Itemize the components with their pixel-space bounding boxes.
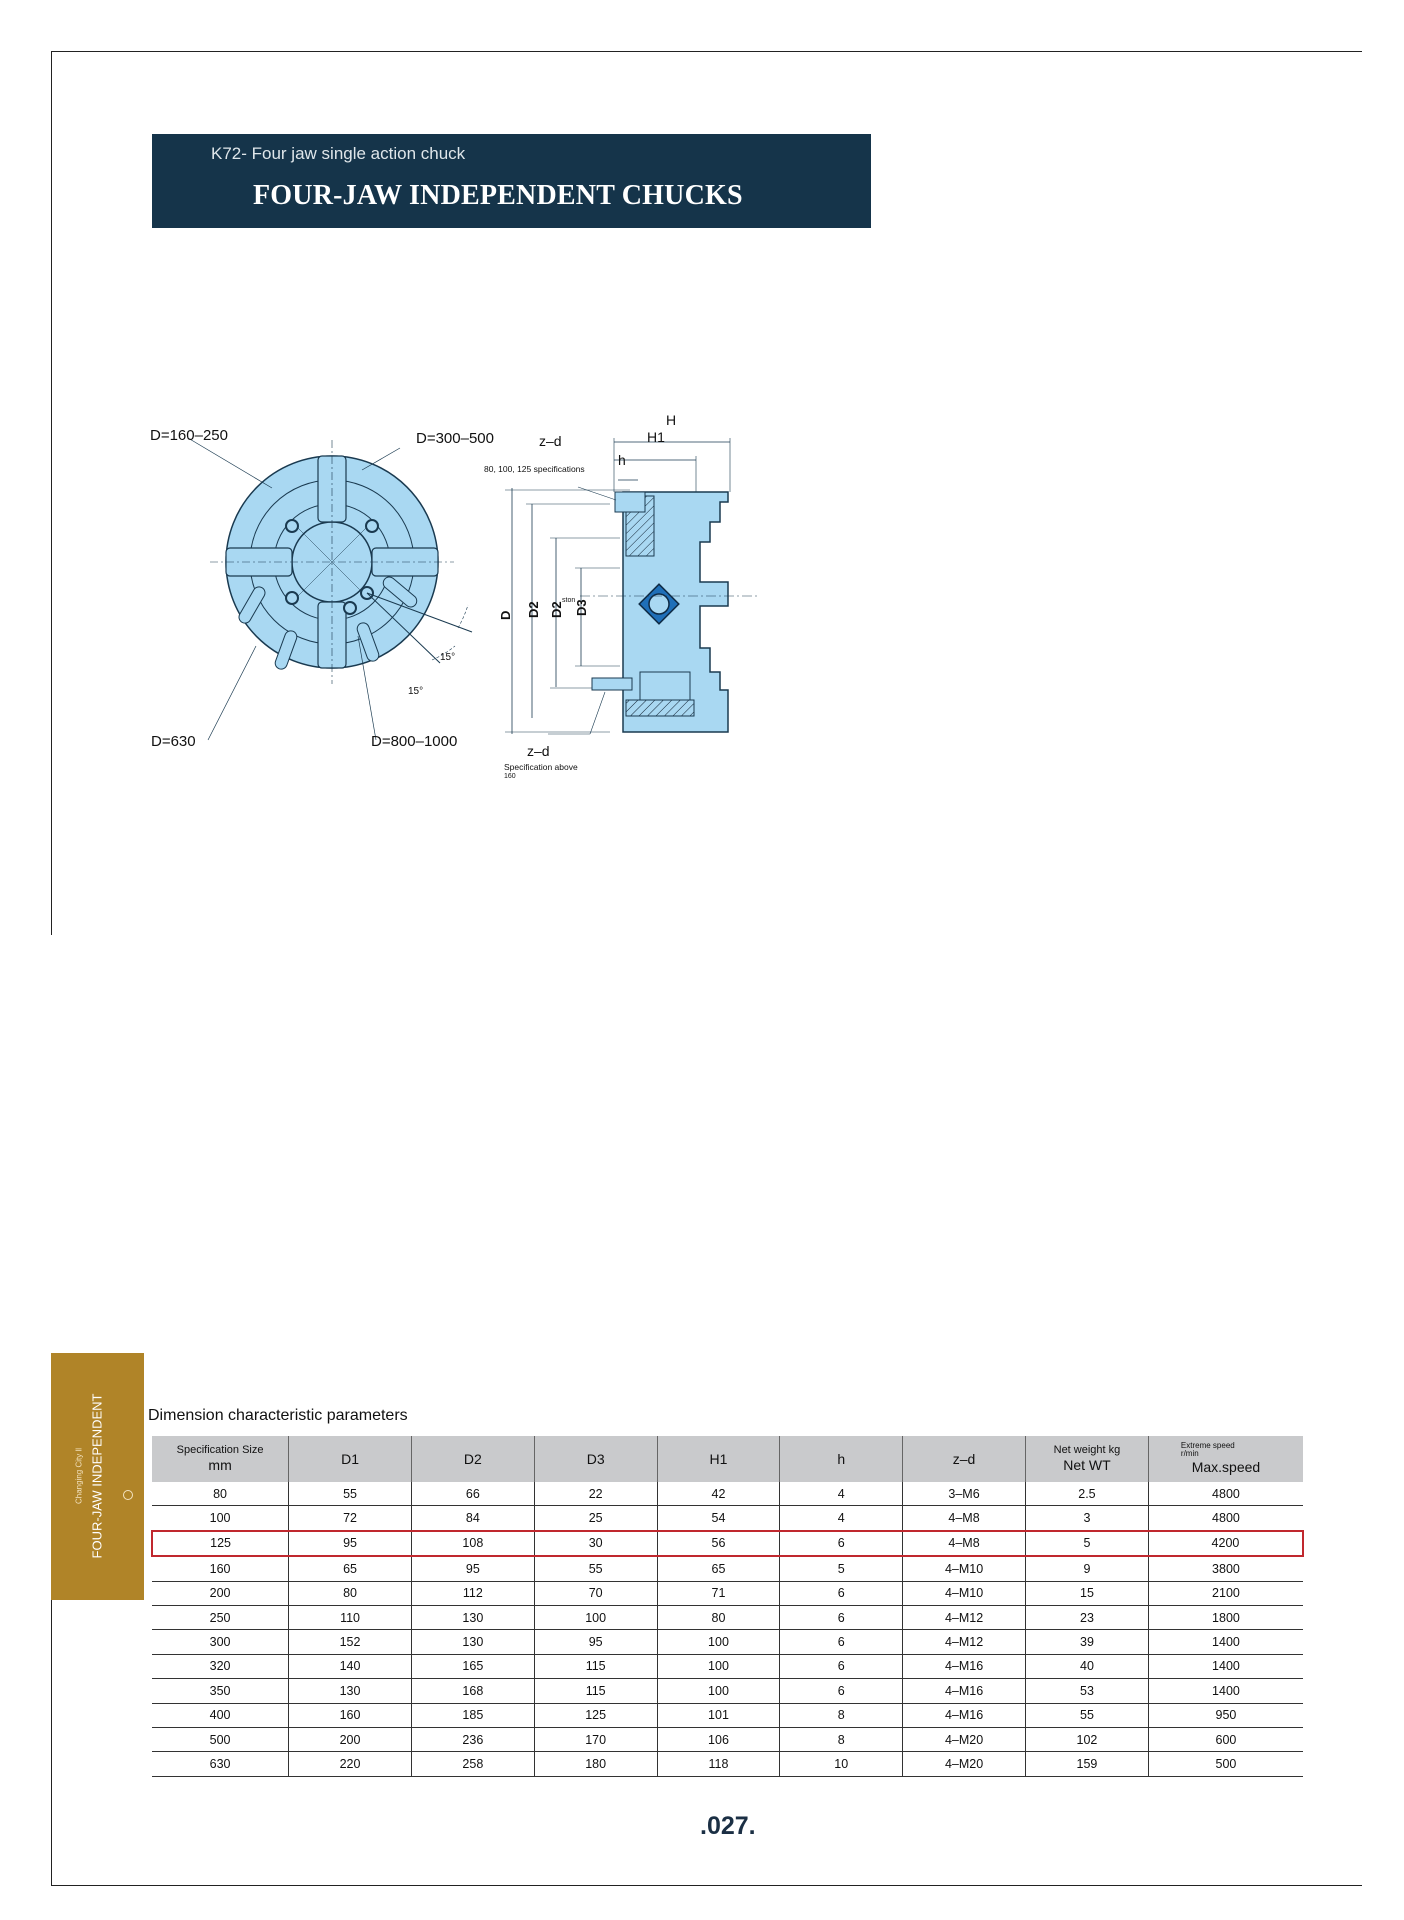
table-cell: 55 <box>289 1482 412 1506</box>
table-cell: 4–M20 <box>903 1752 1026 1776</box>
table-caption: Dimension characteristic parameters <box>148 1407 408 1424</box>
table-body <box>152 1482 1303 1776</box>
table-cell: 100 <box>657 1679 780 1703</box>
table-cell: 6 <box>780 1630 903 1654</box>
table-cell: 110 <box>289 1605 412 1629</box>
chuck-side-section <box>505 438 760 734</box>
table-cell: 1400 <box>1148 1679 1303 1703</box>
table-cell: 5 <box>1025 1531 1148 1556</box>
table-cell: 115 <box>534 1654 657 1678</box>
table-cell: 39 <box>1025 1630 1148 1654</box>
table-cell: 3800 <box>1148 1556 1303 1581</box>
table-cell: 4–M10 <box>903 1556 1026 1581</box>
table-cell: 65 <box>657 1556 780 1581</box>
table-row <box>152 1506 1303 1531</box>
frame-top-line <box>51 51 1362 52</box>
header-spec <box>152 1436 289 1482</box>
table-header-row <box>152 1436 1303 1482</box>
table-cell: 160 <box>152 1556 289 1581</box>
table-cell: 80 <box>657 1605 780 1629</box>
table-cell: 4200 <box>1148 1531 1303 1556</box>
table-cell: 71 <box>657 1581 780 1605</box>
table-cell: 130 <box>411 1630 534 1654</box>
header-h1: H1 <box>657 1436 780 1482</box>
table-cell: 84 <box>411 1506 534 1531</box>
table-cell: 6 <box>780 1581 903 1605</box>
label-d630: D=630 <box>151 733 196 750</box>
table-cell: 125 <box>534 1703 657 1727</box>
table-cell: 630 <box>152 1752 289 1776</box>
label-D2-ston: D2 <box>549 601 564 618</box>
note-80-100-125: 80, 100, 125 specifications <box>484 464 585 474</box>
table-cell: 70 <box>534 1581 657 1605</box>
table-cell: 4800 <box>1148 1506 1303 1531</box>
table-cell: 65 <box>289 1556 412 1581</box>
label-ston: ston <box>562 597 576 604</box>
table-cell: 100 <box>534 1605 657 1629</box>
table-cell: 6 <box>780 1654 903 1678</box>
table-row <box>152 1605 1303 1629</box>
table-cell: 1400 <box>1148 1654 1303 1678</box>
note-spec-160: 160 <box>504 773 516 780</box>
table-cell: 3 <box>1025 1506 1148 1531</box>
table-cell: 4–M12 <box>903 1630 1026 1654</box>
table-cell: 125 <box>152 1531 289 1556</box>
table-cell: 56 <box>657 1531 780 1556</box>
title-banner <box>152 134 871 228</box>
table-cell: 400 <box>152 1703 289 1727</box>
label-zd-bottom: z–d <box>527 743 550 759</box>
section-side-tab <box>51 1353 144 1600</box>
table-row <box>152 1630 1303 1654</box>
label-d160-250: D=160–250 <box>150 427 228 444</box>
header-spec-top: Specification Size <box>176 1444 264 1456</box>
table-cell: 320 <box>152 1654 289 1678</box>
table-row <box>152 1679 1303 1703</box>
header-max-speed <box>1148 1436 1303 1482</box>
header-net-weight <box>1025 1436 1148 1482</box>
frame-left-line <box>51 51 52 935</box>
table-cell: 170 <box>534 1727 657 1751</box>
table-cell: 300 <box>152 1630 289 1654</box>
table-cell: 55 <box>534 1556 657 1581</box>
table-cell: 40 <box>1025 1654 1148 1678</box>
table-cell: 22 <box>534 1482 657 1506</box>
table-cell: 185 <box>411 1703 534 1727</box>
header-d1: D1 <box>289 1436 412 1482</box>
table-cell: 112 <box>411 1581 534 1605</box>
table-cell: 6 <box>780 1531 903 1556</box>
table-cell: 130 <box>289 1679 412 1703</box>
chuck-front-view <box>188 438 472 740</box>
label-H: H <box>666 412 677 428</box>
table-cell: 42 <box>657 1482 780 1506</box>
label-zd-top: z–d <box>539 433 562 449</box>
table-cell: 95 <box>534 1630 657 1654</box>
table-cell: 4–M10 <box>903 1581 1026 1605</box>
table-cell: 2.5 <box>1025 1482 1148 1506</box>
page-number: .027. <box>700 1812 756 1840</box>
table-cell: 4800 <box>1148 1482 1303 1506</box>
table-cell: 6 <box>780 1679 903 1703</box>
label-D: D <box>498 610 513 620</box>
table-cell: 5 <box>780 1556 903 1581</box>
side-tab-sublabel: Changing City ll <box>74 1447 84 1505</box>
table-cell: 4–M16 <box>903 1679 1026 1703</box>
note-spec-above: Specification above <box>504 762 578 772</box>
table-cell: 4 <box>780 1482 903 1506</box>
table-cell: 95 <box>411 1556 534 1581</box>
table-cell: 236 <box>411 1727 534 1751</box>
header-speed-unit: r/min <box>1180 1449 1199 1458</box>
angle-label: 15° <box>408 686 424 697</box>
table-cell: 200 <box>289 1727 412 1751</box>
header-d2: D2 <box>411 1436 534 1482</box>
table-cell: 108 <box>411 1531 534 1556</box>
table-cell: 4–M16 <box>903 1703 1026 1727</box>
table-cell: 55 <box>1025 1703 1148 1727</box>
table-row <box>152 1703 1303 1727</box>
table-row <box>152 1581 1303 1605</box>
table-cell: 8 <box>780 1727 903 1751</box>
table-cell: 200 <box>152 1581 289 1605</box>
header-weight-top: Net weight kg <box>1053 1444 1121 1456</box>
table-cell: 15 <box>1025 1581 1148 1605</box>
label-h: h <box>618 452 626 468</box>
table-row <box>152 1727 1303 1751</box>
table-cell: 140 <box>289 1654 412 1678</box>
table-cell: 1800 <box>1148 1605 1303 1629</box>
label-D2: D2 <box>526 601 541 618</box>
table-cell: 950 <box>1148 1703 1303 1727</box>
table-cell: 165 <box>411 1654 534 1678</box>
table-cell: 54 <box>657 1506 780 1531</box>
table-cell: 4–M8 <box>903 1531 1026 1556</box>
label-d300-500: D=300–500 <box>416 430 494 447</box>
table-cell: 118 <box>657 1752 780 1776</box>
table-cell: 102 <box>1025 1727 1148 1751</box>
table-cell: 100 <box>152 1506 289 1531</box>
circle-icon <box>123 1490 133 1500</box>
table-cell: 66 <box>411 1482 534 1506</box>
table-row <box>152 1654 1303 1678</box>
chuck-technical-drawing <box>140 400 780 800</box>
table-cell: 115 <box>534 1679 657 1703</box>
table-cell: 152 <box>289 1630 412 1654</box>
table-cell: 4 <box>780 1506 903 1531</box>
table-cell: 95 <box>289 1531 412 1556</box>
table-cell: 53 <box>1025 1679 1148 1703</box>
banner-subtitle: K72- Four jaw single action chuck <box>211 144 466 163</box>
table-cell: 23 <box>1025 1605 1148 1629</box>
table-cell: 220 <box>289 1752 412 1776</box>
header-zd: z–d <box>903 1436 1026 1482</box>
table-cell: 4–M8 <box>903 1506 1026 1531</box>
table-cell: 100 <box>657 1630 780 1654</box>
label-d800-1000: D=800–1000 <box>371 733 458 750</box>
table-cell: 101 <box>657 1703 780 1727</box>
parameters-table <box>151 1436 1304 1777</box>
table-cell: 500 <box>1148 1752 1303 1776</box>
header-weight-bottom: Net WT <box>1063 1457 1111 1473</box>
header-h: h <box>780 1436 903 1482</box>
label-H1: H1 <box>647 429 665 445</box>
table-cell: 350 <box>152 1679 289 1703</box>
table-cell: 80 <box>289 1581 412 1605</box>
table-cell: 600 <box>1148 1727 1303 1751</box>
table-cell: 3–M6 <box>903 1482 1026 1506</box>
table-cell: 130 <box>411 1605 534 1629</box>
table-cell: 500 <box>152 1727 289 1751</box>
table-cell: 168 <box>411 1679 534 1703</box>
banner-title: FOUR-JAW INDEPENDENT CHUCKS <box>253 180 743 211</box>
table-cell: 80 <box>152 1482 289 1506</box>
table-row <box>152 1752 1303 1776</box>
table-cell: 9 <box>1025 1556 1148 1581</box>
table-cell: 100 <box>657 1654 780 1678</box>
table-cell: 10 <box>780 1752 903 1776</box>
header-spec-bottom: mm <box>208 1457 232 1473</box>
table-cell: 180 <box>534 1752 657 1776</box>
table-cell: 72 <box>289 1506 412 1531</box>
header-speed-bottom: Max.speed <box>1191 1459 1261 1475</box>
table-cell: 2100 <box>1148 1581 1303 1605</box>
label-D3: D3 <box>574 599 589 616</box>
table-row <box>152 1482 1303 1506</box>
table-cell: 258 <box>411 1752 534 1776</box>
table-cell: 4–M20 <box>903 1727 1026 1751</box>
table-cell: 25 <box>534 1506 657 1531</box>
table-cell: 159 <box>1025 1752 1148 1776</box>
table-cell: 8 <box>780 1703 903 1727</box>
header-d3: D3 <box>534 1436 657 1482</box>
table-cell: 1400 <box>1148 1630 1303 1654</box>
table-cell: 4–M16 <box>903 1654 1026 1678</box>
side-tab-label: FOUR-JAW INDEPENDENT <box>89 1393 105 1559</box>
table-cell: 106 <box>657 1727 780 1751</box>
table-row <box>152 1531 1303 1556</box>
table-cell: 6 <box>780 1605 903 1629</box>
angle-label: 15° <box>440 652 456 663</box>
table-cell: 160 <box>289 1703 412 1727</box>
table-cell: 4–M12 <box>903 1605 1026 1629</box>
table-cell: 30 <box>534 1531 657 1556</box>
frame-bottom-line <box>51 1885 1362 1886</box>
header-speed-top: Extreme speed <box>1180 1441 1235 1450</box>
table-cell: 250 <box>152 1605 289 1629</box>
table-row <box>152 1556 1303 1581</box>
